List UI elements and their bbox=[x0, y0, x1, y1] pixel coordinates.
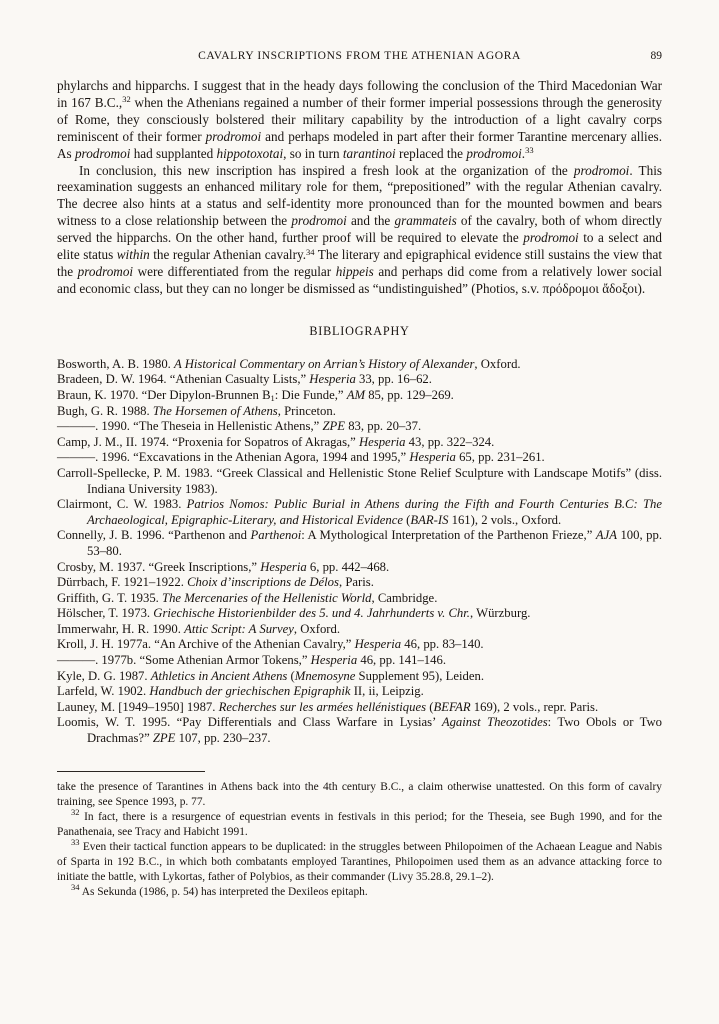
text-run: Dürrbach, F. 1921–1922. bbox=[57, 575, 188, 590]
text-run: ———. 1996. “Excavations in the Athenian Agora, 1994 and 1995,” bbox=[57, 450, 410, 465]
running-head-title: CAVALRY INSCRIPTIONS FROM THE ATHENIAN AGORA bbox=[198, 50, 521, 62]
text-run: 43, pp. 322–324. bbox=[405, 434, 495, 449]
text-run: ( bbox=[426, 699, 434, 714]
text-run: hippeis bbox=[335, 263, 374, 279]
text-run: Loomis, W. T. 1995. “Pay Differentials and Class Warfare in Lysias’ bbox=[57, 715, 442, 730]
text-run: prodromoi bbox=[466, 145, 522, 161]
main-text bbox=[57, 78, 662, 298]
bibliography-entry bbox=[57, 528, 662, 559]
text-run: to a select and elite status bbox=[57, 230, 662, 263]
text-run: prodromoi bbox=[205, 128, 262, 144]
text-run: Griechische Historienbilder des 5. und 4. Jahrhunderts v. Chr. bbox=[153, 606, 470, 621]
text-run: , so in turn bbox=[283, 145, 343, 161]
footnote bbox=[57, 807, 662, 840]
text-run: 85, pp. 129–269. bbox=[365, 387, 454, 402]
bibliography-entry bbox=[57, 653, 662, 669]
text-run: Immerwahr, H. R. 1990. bbox=[57, 621, 185, 636]
text-run: Mnemosyne bbox=[294, 668, 356, 683]
text-run: prodromoi bbox=[77, 263, 134, 279]
text-run: In conclusion, this new inscription has inspired a fresh look at the organization of the bbox=[79, 162, 574, 178]
text-run: AM bbox=[346, 387, 366, 402]
text-run: ( bbox=[402, 512, 411, 527]
running-head bbox=[57, 50, 662, 62]
text-run: Larfeld, W. 1902. bbox=[57, 684, 150, 699]
bibliography-entry bbox=[57, 700, 662, 716]
text-run: Connelly, J. B. 1996. “Parthenon and bbox=[57, 528, 251, 543]
bibliography-entry bbox=[57, 606, 662, 622]
text-run: : A Mythological Interpretation of the Parthenon Frieze,” bbox=[301, 528, 596, 543]
footnote-marker: 34 bbox=[71, 882, 80, 893]
text-run: Bradeen, D. W. 1964. “Athenian Casualty Lists,” bbox=[57, 372, 310, 387]
footnote-marker: 34 bbox=[306, 246, 315, 257]
bibliography-entry bbox=[57, 404, 662, 420]
text-run: Launey, M. [1949–1950] 1987. bbox=[57, 699, 219, 714]
text-run: Crosby, M. 1937. “Greek Inscriptions,” bbox=[57, 559, 261, 574]
text-run: AJA bbox=[595, 528, 617, 543]
text-run: grammateis bbox=[394, 213, 457, 229]
text-run: ZPE bbox=[152, 731, 176, 746]
bibliography-entry bbox=[57, 497, 662, 528]
footnotes-section bbox=[57, 780, 662, 900]
text-run: hippotoxotai bbox=[216, 145, 284, 161]
text-run: , Oxford. bbox=[474, 356, 521, 371]
footnote-marker: 33 bbox=[525, 145, 534, 156]
text-run: II, ii, Leipzig. bbox=[350, 684, 424, 699]
text-run: : Two Obols or Two Drachmas?” bbox=[87, 715, 662, 746]
bibliography-entry bbox=[57, 684, 662, 700]
bibliography-entry bbox=[57, 435, 662, 451]
text-run: Choix d’inscriptions de Délos bbox=[187, 575, 339, 590]
text-run: As Sekunda (1986, p. 54) has interpreted the Dexileos epitaph. bbox=[79, 885, 368, 898]
page-number: 89 bbox=[650, 50, 662, 62]
text-run: Handbuch der griechischen Epigraphik bbox=[149, 684, 351, 699]
text-run: the regular Athenian cavalry. bbox=[149, 247, 307, 263]
bibliography-entry bbox=[57, 450, 662, 466]
text-run: ( bbox=[287, 668, 295, 683]
text-run: 107, pp. 230–237. bbox=[175, 731, 271, 746]
text-run: phylarchs and hipparchs. I suggest that in the heady days following the conclusion of the Third Macedonian War in 167 B.C., bbox=[57, 78, 662, 110]
text-run: : Die Funde,” bbox=[274, 387, 347, 402]
text-run: Kyle, D. G. 1987. bbox=[57, 668, 151, 683]
text-run: were differentiated from the regular bbox=[133, 263, 336, 279]
paragraph bbox=[57, 78, 662, 163]
text-run: and perhaps modeled in part after their former Tarantine mercenary allies. As bbox=[57, 128, 662, 161]
text-run: ZPE bbox=[322, 419, 346, 434]
bibliography-entry bbox=[57, 560, 662, 576]
text-run: Hesperia bbox=[310, 653, 358, 668]
text-run: 33, pp. 16–62. bbox=[355, 372, 432, 387]
text-run: Against Theozotides bbox=[441, 715, 548, 730]
text-run: Supplement 95), Leiden. bbox=[355, 668, 484, 683]
text-run: Recherches sur les armées hellénistiques bbox=[218, 699, 427, 714]
text-run: 46, pp. 83–140. bbox=[401, 637, 484, 652]
text-run: tarantinoi bbox=[342, 145, 396, 161]
text-run: prodromoi bbox=[291, 213, 347, 229]
bibliography-entry bbox=[57, 575, 662, 591]
bibliography-entry bbox=[57, 419, 662, 435]
text-run: ———. 1990. “The Theseia in Hellenistic Athens,” bbox=[57, 419, 323, 434]
text-run: prodromoi bbox=[74, 145, 131, 161]
text-run: Patrios Nomos: Public Burial in Athens during the Fifth and Fourth Centuries B.C: The Archaeological, Epigraphic-Literary, and Historical Evidence bbox=[87, 497, 663, 527]
text-run: 65, pp. 231–261. bbox=[455, 450, 545, 465]
text-run: and perhaps did come from a relatively lower social and economic class, but they can no longer be dismissed as “undistinguished” (Photios, s.v. πρόδρομοι ἄδοξοι). bbox=[57, 263, 663, 296]
text-run: Clairmont, C. W. 1983. bbox=[57, 497, 187, 512]
text-run: 6, pp. 442–468. bbox=[306, 559, 390, 574]
footnote-rule bbox=[57, 771, 205, 772]
text-run: . bbox=[521, 145, 526, 161]
text-run: Camp, J. M., II. 1974. “Proxenia for Sopatros of Akragas,” bbox=[57, 434, 359, 449]
text-run: Hesperia bbox=[358, 434, 406, 449]
subscript-text: 1 bbox=[270, 392, 275, 403]
text-run: within bbox=[116, 247, 150, 263]
text-run: when the Athenians regained a number of their former imperial possessions through the generosity of Rome, they consciously bolstered their military capability by the introduction of a light cavalry corps reminiscent of their former bbox=[57, 94, 662, 144]
text-run: take the presence of Tarantines in Athens back into the 4th century B.C., a claim otherwise unattested. On this form of cavalry training, see Spence 1993, p. 77. bbox=[57, 780, 662, 808]
footnote bbox=[57, 780, 662, 810]
text-run: The Mercenaries of the Hellenistic World bbox=[162, 590, 372, 605]
text-run: Attic Script: A Survey bbox=[184, 621, 294, 636]
text-run: , Paris. bbox=[338, 575, 374, 590]
text-run: The literary and epigraphical evidence still sustains the view that the bbox=[57, 247, 662, 279]
text-run: Griffith, G. T. 1935. bbox=[57, 590, 163, 605]
text-run: replaced the bbox=[395, 145, 467, 161]
text-run: and the bbox=[346, 213, 395, 229]
text-run: Hesperia bbox=[354, 637, 402, 652]
text-run: , Würzburg. bbox=[469, 606, 531, 621]
text-run: Braun, K. 1970. “Der Dipylon-Brunnen B bbox=[57, 387, 271, 402]
footnote-marker: 32 bbox=[122, 94, 131, 105]
text-run: , Princeton. bbox=[277, 403, 336, 418]
bibliography-entry bbox=[57, 637, 662, 653]
text-run: 46, pp. 141–146. bbox=[357, 653, 446, 668]
text-run: prodromoi bbox=[523, 230, 579, 246]
bibliography-entry bbox=[57, 591, 662, 607]
bibliography-entry bbox=[57, 372, 662, 388]
bibliography-entry bbox=[57, 388, 662, 404]
bibliography-entry bbox=[57, 622, 662, 638]
text-run: prodromoi bbox=[573, 162, 630, 178]
bibliography-entry bbox=[57, 715, 662, 746]
footnote bbox=[57, 837, 662, 885]
text-run: Bugh, G. R. 1988. bbox=[57, 403, 153, 418]
bibliography-list bbox=[57, 357, 662, 747]
text-run: 161), 2 vols., Oxford. bbox=[448, 512, 562, 527]
text-run: A Historical Commentary on Arrian’s History of Alexander bbox=[174, 356, 475, 371]
text-run: 169), 2 vols., repr. Paris. bbox=[470, 699, 599, 714]
text-run: BAR-IS bbox=[410, 512, 449, 527]
text-run: Hesperia bbox=[260, 559, 307, 574]
text-run: Kroll, J. H. 1977a. “An Archive of the Athenian Cavalry,” bbox=[57, 637, 355, 652]
text-run: , Oxford. bbox=[293, 621, 341, 636]
paragraph bbox=[57, 163, 662, 298]
footnote bbox=[57, 882, 662, 900]
text-run: Athletics in Ancient Athens bbox=[150, 668, 288, 683]
text-run: BEFAR bbox=[433, 699, 471, 714]
text-run: Hesperia bbox=[409, 450, 456, 465]
text-run: In fact, there is a resurgence of equestrian events in festivals in this period; for the Theseia, see Bugh 1990, and for the Panathenaia, see Tracy and Habicht 1991. bbox=[57, 810, 662, 838]
bibliography-entry bbox=[57, 357, 662, 373]
text-run: Hesperia bbox=[309, 372, 356, 387]
text-run: The Horsemen of Athens bbox=[152, 403, 278, 418]
text-run: Hölscher, T. 1973. bbox=[57, 606, 154, 621]
bibliography-entry bbox=[57, 669, 662, 685]
text-run: of the cavalry, both of whom directly served the hipparchs. On the other hand, further proof will be required to elevate the bbox=[57, 213, 663, 246]
bibliography-entry bbox=[57, 466, 662, 497]
text-run: ———. 1977b. “Some Athenian Armor Tokens,” bbox=[57, 653, 311, 668]
text-run: , Cambridge. bbox=[371, 590, 438, 605]
bibliography-heading: BIBLIOGRAPHY bbox=[309, 323, 410, 338]
text-run: Parthenoi bbox=[250, 528, 302, 543]
text-run: 83, pp. 20–37. bbox=[345, 419, 422, 434]
text-run: Even their tactical function appears to be duplicated: in the struggles between Philopoimen of the Achaean League and Nabis of Sparta in 192 B.C., in which both combatants employed Tarantines, Philopoimen used them as an advance attacking force to initiate the battle, with Lykortas, father of Polybios, as their commander (Livy 35.28.8, 29.1–2). bbox=[57, 840, 662, 883]
footnote-marker: 32 bbox=[71, 807, 80, 818]
text-run: 100, pp. 53–80. bbox=[87, 528, 662, 558]
text-run: Carroll-Spellecke, P. M. 1983. “Greek Classical and Hellenistic Stone Relief Sculpture with Landscape Motifs” (diss. Indiana University 1983). bbox=[57, 465, 662, 496]
text-run: Bosworth, A. B. 1980. bbox=[57, 356, 175, 371]
footnote-marker: 33 bbox=[71, 837, 80, 848]
text-run: . This reexamination suggests an enhanced military role for them, “prepositioned” with the regular Athenian cavalry. The decree also hints at a status and self-identity more pronounced than for the mounted bowmen and bears witness to a close relationship between the bbox=[57, 162, 662, 229]
text-run: had supplanted bbox=[130, 145, 217, 161]
